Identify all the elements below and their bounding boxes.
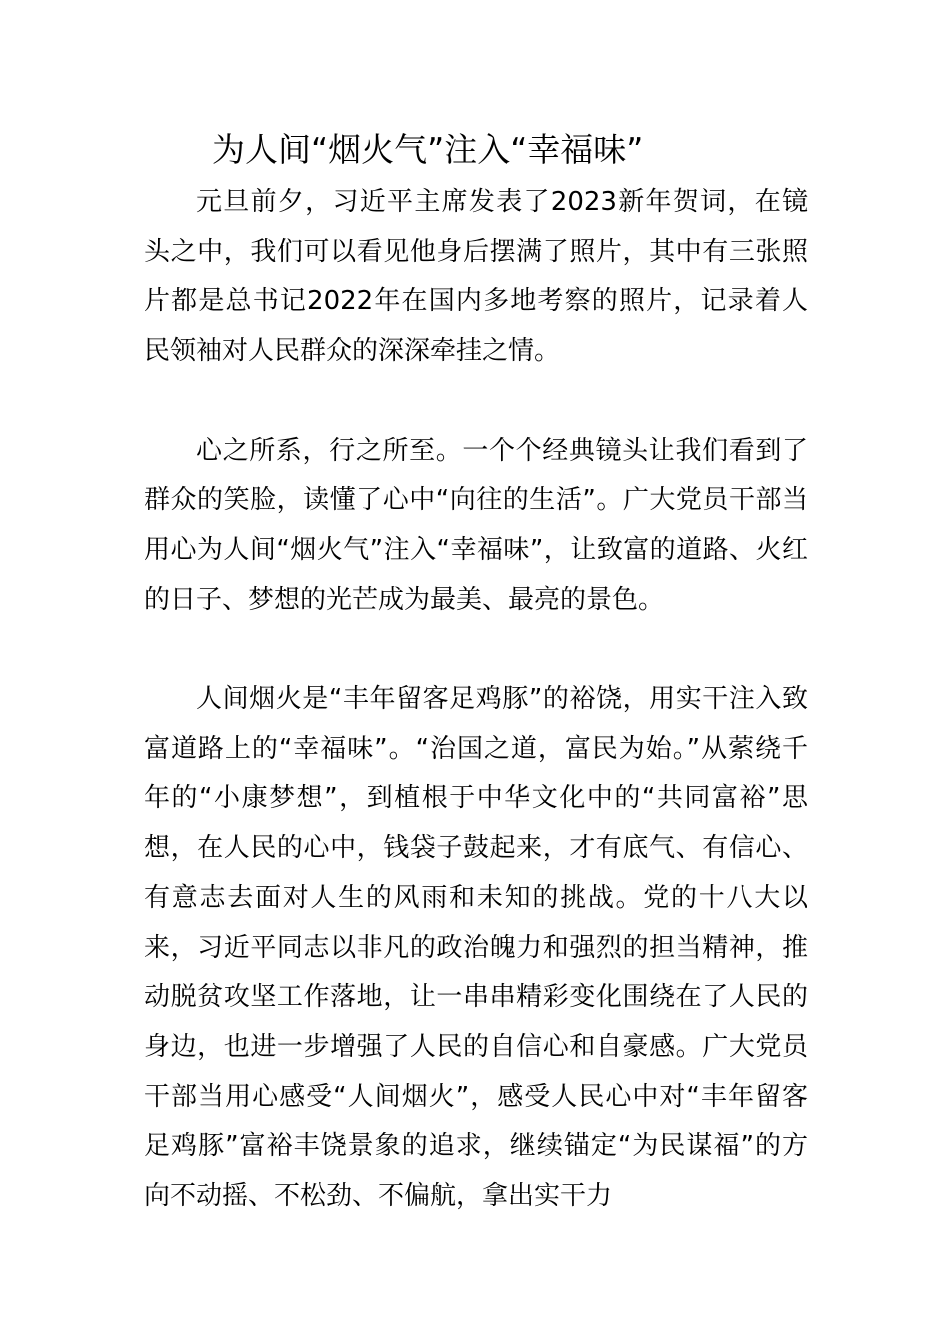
document-title: 为人间“烟火气”注入“幸福味” [212,130,644,169]
document-body [144,178,808,1222]
paragraph-3: 人间烟火是“丰年留客足鸡豚”的裕饶，用实干注入致富道路上的“幸福味”。“治国之道，富民为始。”从萦绕千年的“小康梦想”，到植根于中华文化中的“共同富裕”思想，在人民的心中，钱袋子鼓起来，才有底气、有信心、有意志去面对人生的风雨和未知的挑战。党的十八大以来，习近平同志以非凡的政治魄力和强烈的担当精神，推动脱贫攻坚工作落地，让一串串精彩变化围绕在了人民的身边，也进一步增强了人民的自信心和自豪感。广大党员干部当用心感受“人间烟火”，感受人民心中对“丰年留客足鸡豚”富裕丰饶景象的追求，继续锚定“为民谋福”的方向不动摇、不松劲、不偏航，拿出实干力 [144,684,808,1212]
paragraph-2: 心之所系，行之所至。一个个经典镜头让我们看到了群众的笑脸，读懂了心中“向往的生活”。广大党员干部当用心为人间“烟火气”注入“幸福味”，让致富的道路、火红的日子、梦想的光芒成为最美、最亮的景色。 [144,435,808,615]
paragraph-spacer [144,625,808,675]
paragraph-1: 元旦前夕，习近平主席发表了2023新年贺词，在镜头之中，我们可以看见他身后摆满了照片，其中有三张照片都是总书记2022年在国内多地考察的照片，记录着人民领袖对人民群众的深深牵挂之情。 [144,187,808,367]
paragraph-spacer [144,377,808,427]
